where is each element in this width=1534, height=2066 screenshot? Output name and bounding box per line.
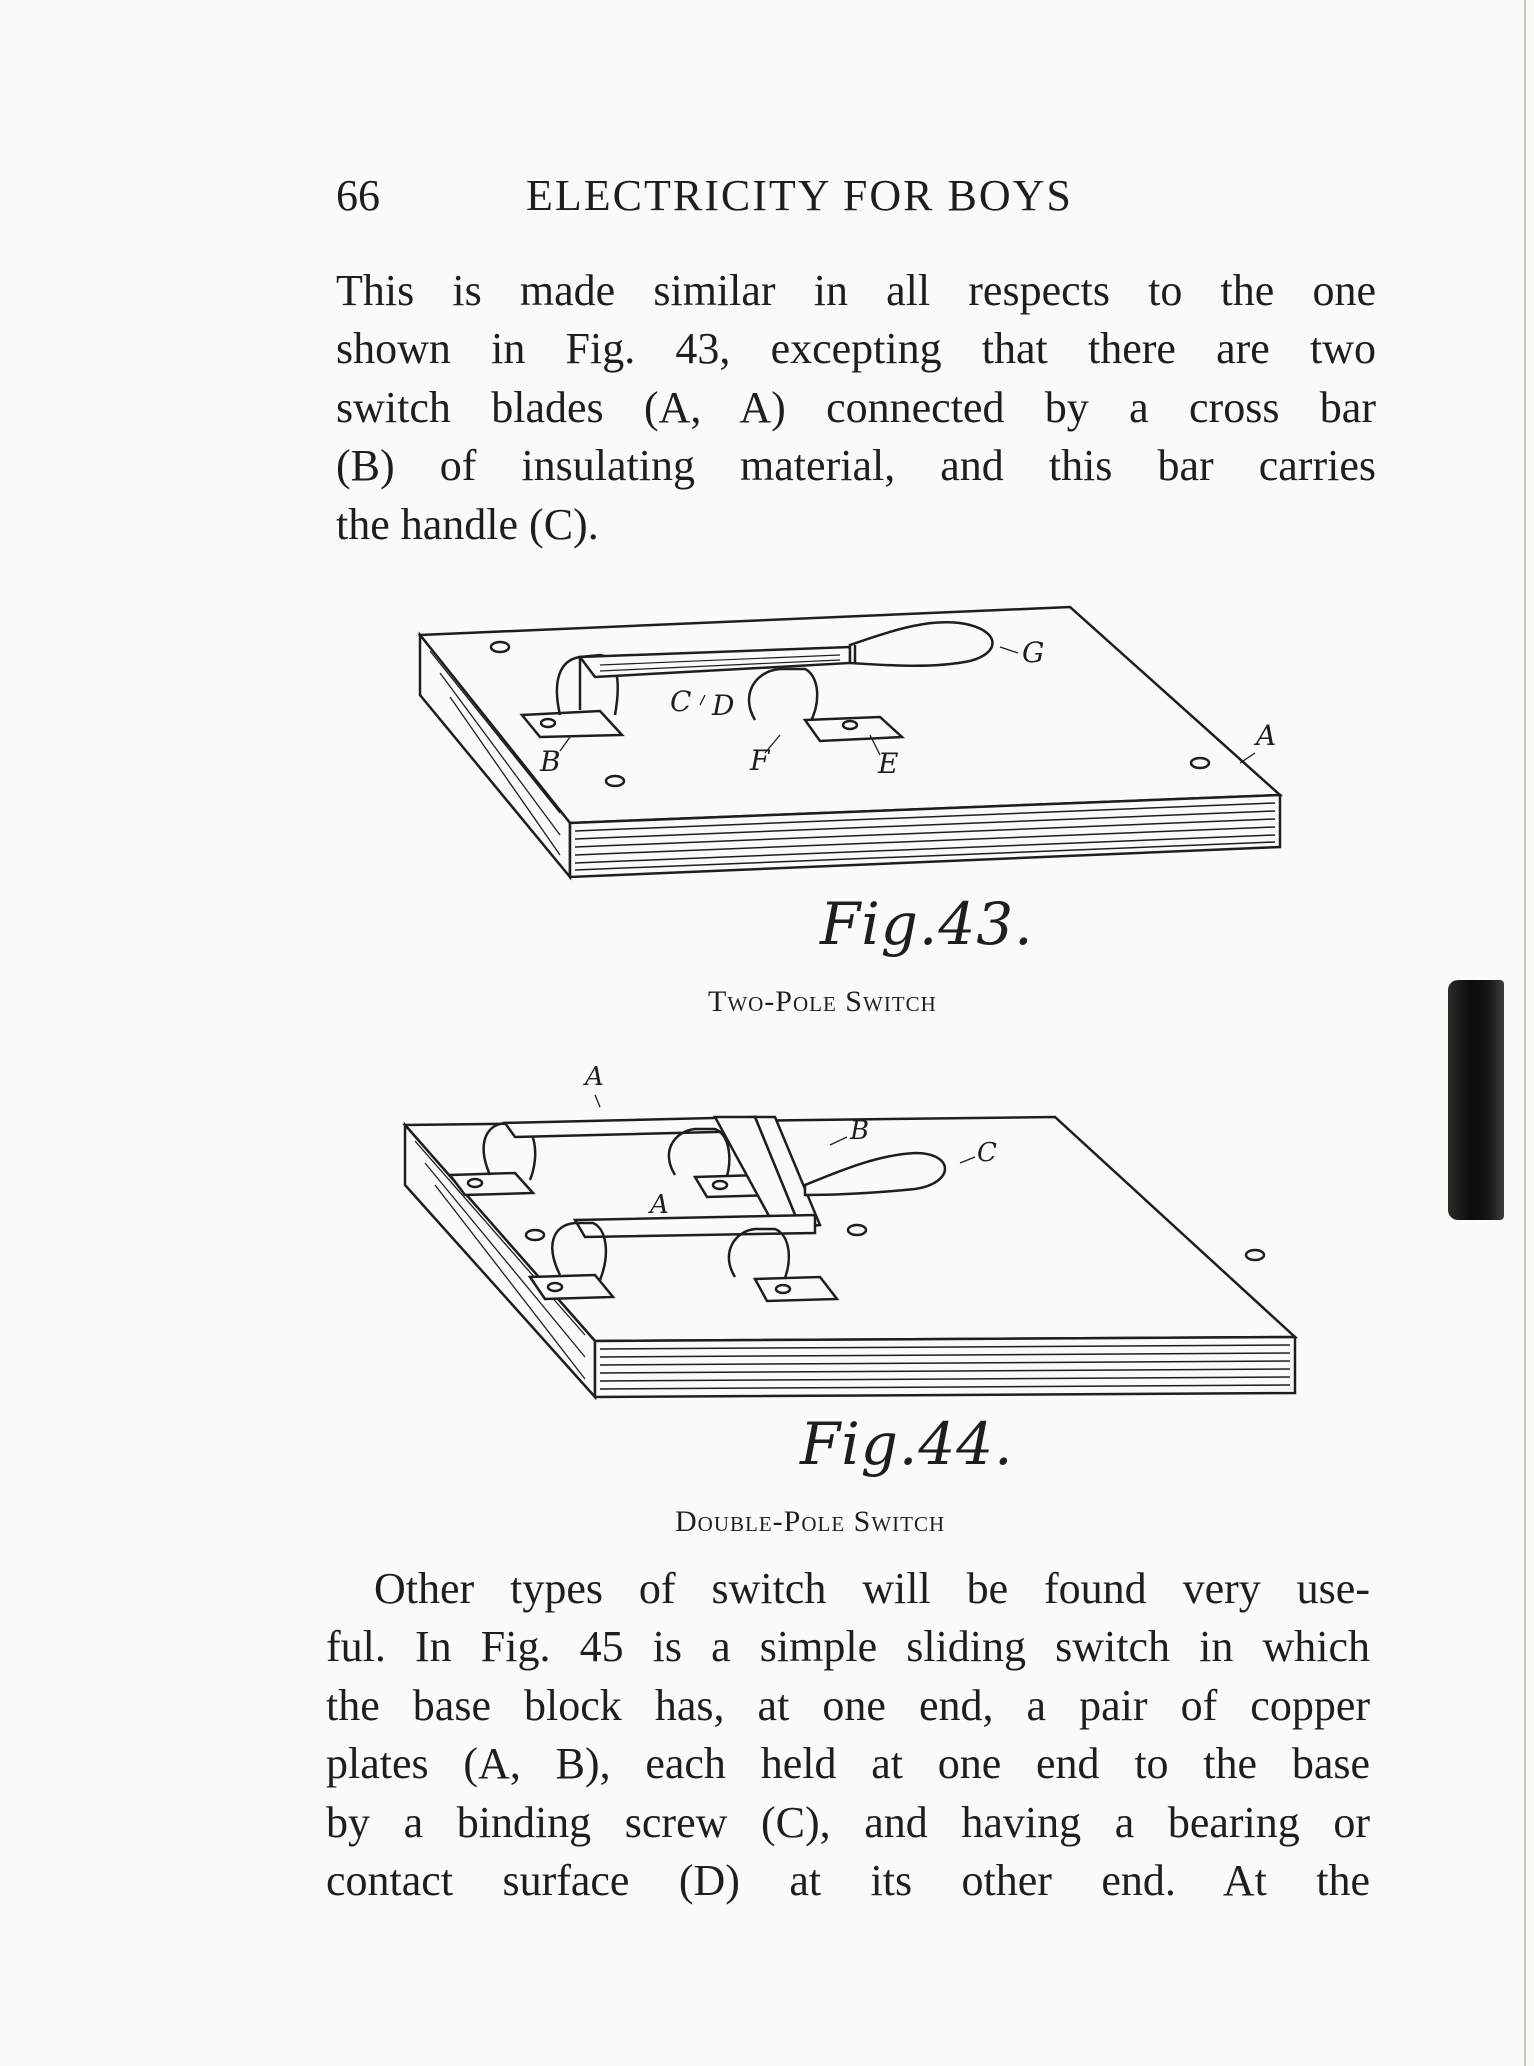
paragraph-1-line: This is made similar in all respects to the one <box>336 266 1376 315</box>
fig44-label-c: C <box>977 1138 997 1168</box>
running-head: ELECTRICITY FOR BOYS <box>526 171 1073 220</box>
figure-44-number: Fig.44. <box>800 1410 1014 1478</box>
fig43-label-b: B <box>540 745 561 778</box>
paragraph-1-line: (B) of insulating material, and this bar carries <box>336 441 1376 491</box>
page-header <box>336 170 1186 230</box>
paragraph-2-line: ful. In Fig. 45 is a simple sliding switch in which <box>326 1622 1370 1672</box>
paragraph-1-line: switch blades (A, A) connected by a cross bar <box>336 382 1376 432</box>
paragraph-2-line: the base block has, at one end, a pair of copper <box>326 1680 1370 1730</box>
fig44-label-b: B <box>850 1116 870 1146</box>
paragraph-2-line: plates (A, B), each held at one end to the base <box>326 1739 1370 1789</box>
paragraph-1-line: the handle (C). <box>336 499 599 549</box>
page-number: 66 <box>336 171 380 220</box>
fig43-label-f: F <box>750 744 770 777</box>
two-pole-switch-illustration <box>410 585 1290 885</box>
paragraph-2 <box>326 1560 1370 1910</box>
figure-43-number: Fig.43. <box>820 890 1034 958</box>
figure-43-caption: Two-Pole Switch <box>708 985 937 1018</box>
fig43-label-g: G <box>1022 636 1045 669</box>
fig43-label-e: E <box>878 747 899 780</box>
double-pole-switch-illustration <box>395 1045 1315 1415</box>
paragraph-1-line: shown in Fig. 43, excepting that there are two <box>336 324 1376 374</box>
fig44-label-a-top: A <box>585 1062 604 1092</box>
fig43-label-d: D <box>712 689 735 722</box>
paragraph-2-line: contact surface (D) at its other end. At the <box>326 1856 1370 1906</box>
fig43-label-c: C <box>670 685 692 718</box>
paragraph-2-line: Other types of switch will be found very use- <box>374 1564 1370 1613</box>
page-edge <box>1524 0 1526 2066</box>
paragraph-2-line: by a binding screw (C), and having a bearing or <box>326 1797 1370 1847</box>
fig44-label-a-mid: A <box>650 1190 669 1220</box>
fig43-label-a: A <box>1256 719 1277 752</box>
figure-44-caption: Double-Pole Switch <box>675 1505 946 1538</box>
binding-shadow <box>1448 980 1504 1220</box>
paragraph-1 <box>336 262 1376 554</box>
